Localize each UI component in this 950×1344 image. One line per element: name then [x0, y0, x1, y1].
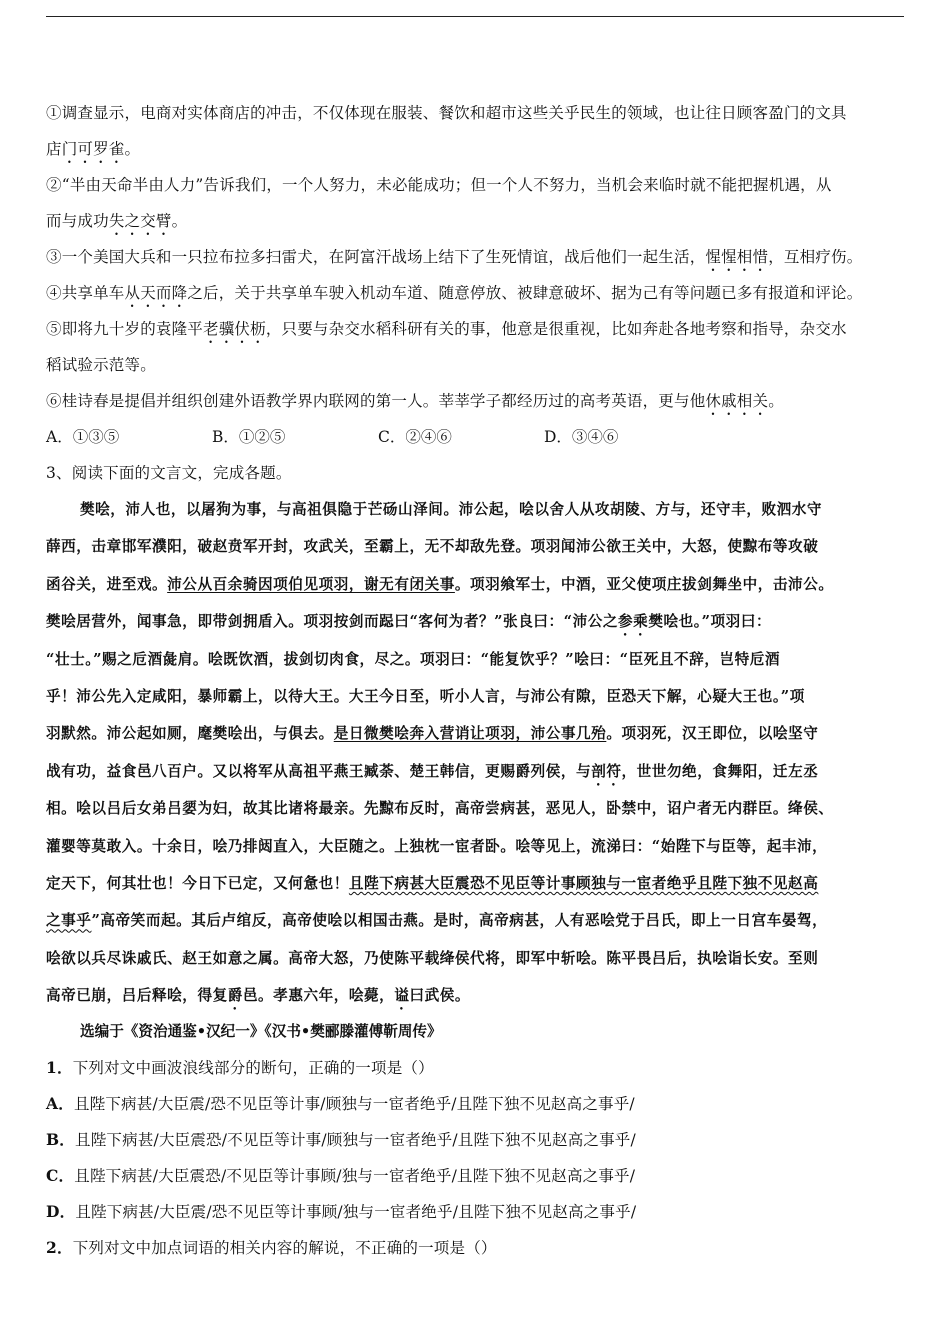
question-3-heading: 3、阅读下面的文言文，完成各题。	[46, 464, 292, 482]
question-1-choice-a[interactable]: A．且陛下病甚/大臣震/恐不见臣等计事/顾独与一宦者绝乎/且陛下独不见赵高之事乎/	[46, 1094, 635, 1114]
sentence-4: ④共享单车从天而降之后，关于共享单车驶入机动车道、随意停放、被肆意破坏、据为己有等问题已多有报道和评论。	[46, 284, 863, 302]
sentence-3: ③一个美国大兵和一只拉布拉多扫雷犬，在阿富汗战场上结下了生死情谊，战后他们一起生活，惺惺相惜，互相疗伤。	[46, 248, 863, 266]
sentence-2-line-1: ②“半由天命半由人力”告诉我们，一个人努力，未必能成功；但一个人不努力，当机会来临时就不能把握机遇，从	[46, 176, 832, 194]
passage-line-12: 之事乎”高帝笑而起。其后卢绾反，高帝使哙以相国击燕。是时，高帝病甚，人有恶哙党于吕氏，即上一日宫车晏驾，	[46, 912, 828, 930]
question-1-choice-b[interactable]: B．且陛下病甚/大臣震恐/不见臣等计事/顾独与一宦者绝乎/且陛下独不见赵高之事乎/	[46, 1130, 636, 1150]
passage-line-10: 灌婴等莫敢入。十余日，哙乃排闼直入，大臣随之。上独枕一宦者卧。哙等见上，流涕曰：“始陛下与臣等，起丰沛，	[46, 837, 828, 855]
choice-b[interactable]: B．①②⑤	[212, 428, 286, 446]
passage-line-13: 哙欲以兵尽诛戚氏、赵王如意之属。高帝大怒，乃使陈平载绛侯代将，即军中斩哙。陈平畏吕后，执哙诣长安。至则	[46, 949, 819, 967]
dotted-term: 参乘	[618, 613, 649, 631]
passage-line-14: 高帝已崩，吕后释哙，得复爵邑。孝惠六年，哙薨，谥曰武侯。	[46, 987, 471, 1005]
question-2-stem: 2．下列对文中加点词语的相关内容的解说，不正确的一项是（）	[46, 1238, 497, 1258]
passage-line-2: 薛西，击章邯军濮阳，破赵贲军开封，攻武关，至霸上，无不却敌先登。项羽闻沛公欲王关中，大怒，使黥布等攻破	[46, 538, 819, 556]
document-content	[46, 95, 908, 1266]
dotted-term: 剖符	[591, 762, 622, 780]
passage-line-11: 定天下，何其壮也！今日下已定，又何惫也！且陛下病甚大臣震恐不见臣等计事顾独与一宦者绝乎且陛下独不见赵高	[46, 874, 819, 892]
passage-line-8: 战有功，益食邑八百户。又以将军从高祖平燕王臧荼、楚王韩信，更赐爵列侯，与剖符，世世勿绝，食舞阳，迁左丞	[46, 762, 819, 780]
underlined-sentence-1: 沛公从百余骑因项伯见项羽，谢无有闭关事	[167, 575, 455, 593]
answer-choices	[46, 419, 908, 455]
dotted-idiom: 失之交臂	[108, 212, 172, 230]
sentence-5-line-2: 稻试验示范等。	[46, 356, 156, 374]
dotted-term: 爵	[227, 987, 243, 1005]
passage-line-9: 相。哙以吕后女弟吕媭为妇，故其比诸将最亲。先黥布反时，高帝尝病甚，恶见人，卧禁中，诏户者无内群臣。绛侯、	[46, 800, 834, 818]
choice-c[interactable]: C．②④⑥	[378, 428, 452, 446]
sentence-1-line-1: ①调查显示，电商对实体商店的冲击，不仅体现在服装、餐饮和超市这些关乎民生的领域，也让往日顾客盈门的文具	[46, 104, 847, 122]
wavy-underlined-text: 之事乎	[46, 912, 92, 930]
top-divider	[46, 16, 904, 17]
dotted-idiom: 老骥伏枥	[203, 320, 266, 338]
question-1-choice-c[interactable]: C．且陛下病甚/大臣震恐/不见臣等计事顾/独与一宦者绝乎/且陛下独不见赵高之事乎/	[46, 1166, 636, 1186]
question-1-stem: 1．下列对文中画波浪线部分的断句，正确的一项是（）	[46, 1058, 434, 1078]
passage-line-7: 羽默然。沛公起如厕，麾樊哙出，与俱去。是日微樊哙奔入营诮让项羽，沛公事几殆。项羽死，汉王即位，以哙坚守	[46, 725, 819, 743]
choice-a[interactable]: A．①③⑤	[46, 428, 120, 446]
wavy-underlined-text: 且陛下病甚大臣震恐不见臣等计事顾独与一宦者绝乎且陛下独不见赵高	[348, 874, 819, 892]
dotted-idiom: 门可罗雀	[61, 140, 125, 158]
choice-d[interactable]: D．③④⑥	[544, 428, 619, 446]
passage-line-1: 樊哙，沛人也，以屠狗为事，与高祖俱隐于芒砀山泽间。沛公起，哙以舍人从攻胡陵、方与，还守丰，败泗水守	[80, 501, 823, 518]
sentence-6: ⑥桂诗春是提倡并组织创建外语教学界内联网的第一人。莘莘学子都经历过的高考英语，更与他休戚相关。	[46, 392, 784, 410]
dotted-idiom: 从天而降	[124, 284, 188, 302]
dotted-idiom: 休戚相关	[705, 392, 769, 410]
dotted-idiom: 惺惺相惜	[705, 248, 769, 266]
dotted-term: 谥	[394, 987, 410, 1005]
passage-line-6: 乎！沛公先入定咸阳，暴师霸上，以待大王。大王今日至，听小人言，与沛公有隙，臣恐天下解，心疑大王也。”项	[46, 687, 805, 705]
underlined-sentence-2: 是日微樊哙奔入营诮让项羽，沛公事几殆	[333, 725, 607, 743]
sentence-5-line-1: ⑤即将九十岁的袁隆平老骥伏枥，只要与杂交水稻科研有关的事，他意是很重视，比如奔赴各地考察和指导，杂交水	[46, 320, 847, 338]
sentence-1-line-2: 店门可罗雀。	[46, 140, 141, 158]
passage-line-4: 樊哙居营外，闻事急，即带剑拥盾入。项羽按剑而跽曰“客何为者？”张良曰：“沛公之参乘樊哙也。”项羽曰：	[46, 613, 772, 631]
question-1-choice-d[interactable]: D．且陛下病甚/大臣震/恐不见臣等计事顾/独与一宦者绝乎/且陛下独不见赵高之事乎/	[46, 1202, 637, 1222]
sentence-2-line-2: 而与成功失之交臂。	[46, 212, 188, 230]
passage-line-5: “壮士。”赐之卮酒彘肩。哙既饮酒，拔剑切肉食，尽之。项羽曰：“能复饮乎？”哙曰：“臣死且不辞，岂特卮酒	[46, 650, 781, 668]
passage-source: 选编于《资治通鉴•汉纪一》《汉书•樊郦滕灌傅靳周传》	[80, 1023, 442, 1041]
passage-line-3: 函谷关，进至戏。沛公从百余骑因项伯见项羽，谢无有闭关事。项羽飨军士，中酒，亚父使项庄拔剑舞坐中，击沛公。	[46, 575, 834, 593]
